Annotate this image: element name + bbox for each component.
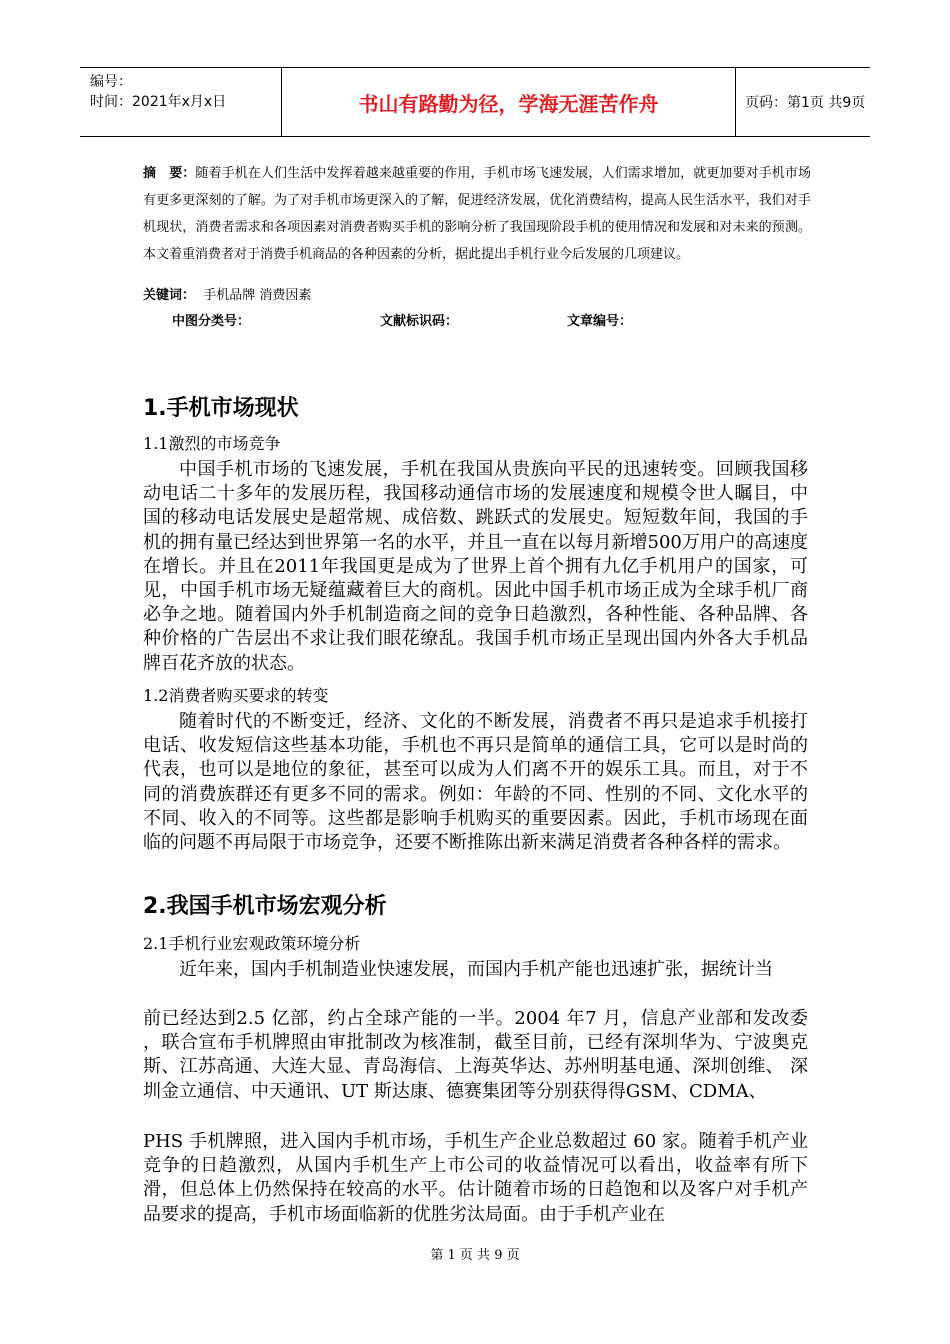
- header-motto: 书山有路勤为径，学海无涯苦作舟: [282, 68, 736, 136]
- page-footer: 第 1 页 共 9 页: [430, 1248, 520, 1263]
- section2-paragraph-1: 近年来，国内手机制造业快速发展，而国内手机产能也迅速扩张，据统计当: [179, 959, 773, 980]
- abstract: [143, 160, 811, 268]
- abstract-label: 摘 要：: [143, 166, 196, 181]
- abstract-text: 随着手机在人们生活中发挥着越来越重要的作用，手机市场飞速发展，人们需求增加，就更加要对手机市场有更多更深刻的了解。为了对手机市场更深入的了解，促进经济发展，优化消费结构，提高人民生活水平，我们对手机现状，消费者需求和各项因素对消费者购买手机的影响分析了我国现阶段手机的使用情况和发展和对未来的预测。本文着重消费者对于消费手机商品的各种因素的分析，据此提出手机行业今后发展的几项建议。: [143, 166, 811, 262]
- keywords: [143, 284, 311, 308]
- time-label: 时间：2021年x月x日: [90, 94, 227, 110]
- section1-title: 1.手机市场现状: [143, 396, 299, 421]
- keywords-text: 手机品牌 消费因素: [203, 288, 312, 303]
- section1-sub2-title: 1.2消费者购买要求的转变: [143, 686, 329, 705]
- section2-paragraph-2: 前已经达到2.5 亿部，约占全球产能的一半。2004 年7 月，信息产业部和发改委 ，联合宣布手机牌照由审批制改为核准制，截至目前，已经有深圳华为、宁波奥克斯、江苏高通、大连大显、青岛海信、上海英华达、苏州明基电通、深圳创维、 深圳金立通信、中天通讯、UT 斯达康、德赛集团等分别获得得GSM、CDMA、: [143, 1008, 808, 1102]
- section1-sub1-title: 1.1激烈的市场竞争: [143, 434, 281, 453]
- article-no-label: 文章编号：: [567, 314, 633, 329]
- section1-sub2-text: 随着时代的不断变迁，经济、文化的不断发展，消费者不再只是追求手机接打电话、收发短信这些基本功能，手机也不再只是简单的通信工具，它可以是时尚的代表，也可以是地位的象征，甚至可以成为人们离不开的娱乐工具。而且，对于不同的消费族群还有更多不同的需求。例如：年龄的不同、性别的不同、文化水平的不同、收入的不同等。这些都是影响手机购买的重要因素。因此，手机市场现在面临的问题不再局限于市场竞争，还要不断推陈出新来满足消费者各种各样的需求。: [143, 711, 808, 854]
- header-table: [80, 67, 870, 137]
- section2-sub1-title: 2.1手机行业宏观政策环境分析: [143, 934, 361, 953]
- number-label: 编号：: [90, 74, 132, 90]
- doc-code-label: 文献标识码：: [380, 314, 459, 329]
- header-meta: [80, 68, 282, 136]
- section2-paragraph-3: PHS 手机牌照，进入国内手机市场，手机生产企业总数超过 60 家。随着手机产业竞争的日趋激烈，从国内手机生产上市公司的收益情况可以看出，收益率有所下滑，但总体上仍然保持在较高的水平。估计随着市场的日趋饱和以及客户对手机产品要求的提高，手机市场面临新的优胜劣汰局面。由于手机产业在: [143, 1131, 808, 1225]
- header-page-info: 页码：第1页 共9页: [745, 95, 866, 111]
- section1-sub1-text: 中国手机市场的飞速发展，手机在我国从贵族向平民的迅速转变。回顾我国移动电话二十多年的发展历程，我国移动通信市场的发展速度和规模令世人瞩目，中国的移动电话发展史是超常规、成倍数、跳跃式的发展史。短短数年间，我国的手机的拥有量已经达到世界第一名的水平，并且一直在以每月新增500万用户的高速度在增长。并且在2011年我国更是成为了世界上首个拥有九亿手机用户的国家，可见，中国手机市场无疑蕴藏着巨大的商机。因此中国手机市场正成为全球手机厂商必争之地。随着国内外手机制造商之间的竞争日趋激烈，各种性能、各种品牌、各种价格的广告层出不求让我们眼花缭乱。我国手机市场正呈现出国内外各大手机品牌百花齐放的状态。: [143, 459, 808, 674]
- section2-title: 2.我国手机市场宏观分析: [143, 894, 387, 919]
- keywords-label: 关键词：: [143, 288, 196, 303]
- cn-class-label: 中图分类号：: [172, 314, 251, 329]
